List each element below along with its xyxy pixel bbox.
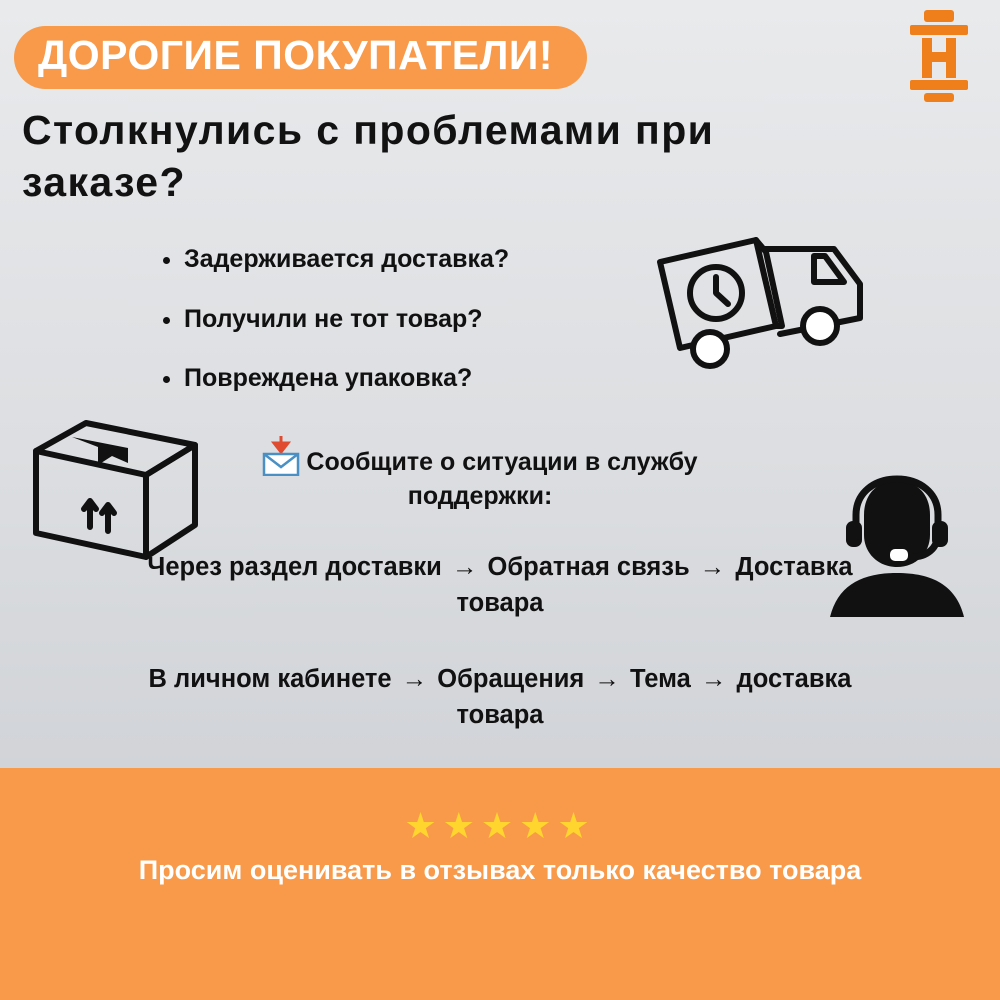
arrow-separator: → <box>451 553 478 581</box>
list-item: • Задерживается доставка? <box>184 246 654 274</box>
path-segment: В личном кабинете <box>148 665 392 693</box>
path-segment: Через раздел доставки <box>147 553 442 581</box>
list-item: • Повреждена упаковка? <box>184 365 654 393</box>
arrow-separator: → <box>699 553 726 581</box>
arrow-separator: → <box>594 665 620 693</box>
list-item: • Получили не тот товар? <box>184 306 654 334</box>
path-segment: Обращения <box>437 665 585 693</box>
package-box-icon <box>28 415 203 565</box>
footer-text: Просим оценивать в отзывах только качество товара <box>138 855 862 885</box>
badge-dear-customers: ДОРОГИЕ ПОКУПАТЕЛИ! <box>14 26 587 89</box>
brand-logo-icon <box>902 8 976 104</box>
page-title: Столкнулись с проблемами при заказе? <box>22 107 715 206</box>
star-rating: ★★★★★ <box>404 805 596 846</box>
arrow-separator: → <box>700 665 727 693</box>
path-segment: Доставка товара <box>456 553 853 617</box>
path-segment: доставка товара <box>456 665 852 729</box>
arrow-separator: → <box>401 665 428 693</box>
problem-list <box>160 246 654 425</box>
delivery-truck-icon <box>648 222 873 387</box>
path-segment: Тема <box>629 665 691 693</box>
mail-icon <box>262 436 300 470</box>
path-segment: Обратная связь <box>487 553 690 581</box>
support-path-delivery <box>120 550 880 621</box>
support-call-to-action <box>200 436 760 514</box>
support-call-to-action-text: Сообщите о ситуации в службу поддержки: <box>306 448 698 510</box>
support-path-account <box>120 662 880 733</box>
